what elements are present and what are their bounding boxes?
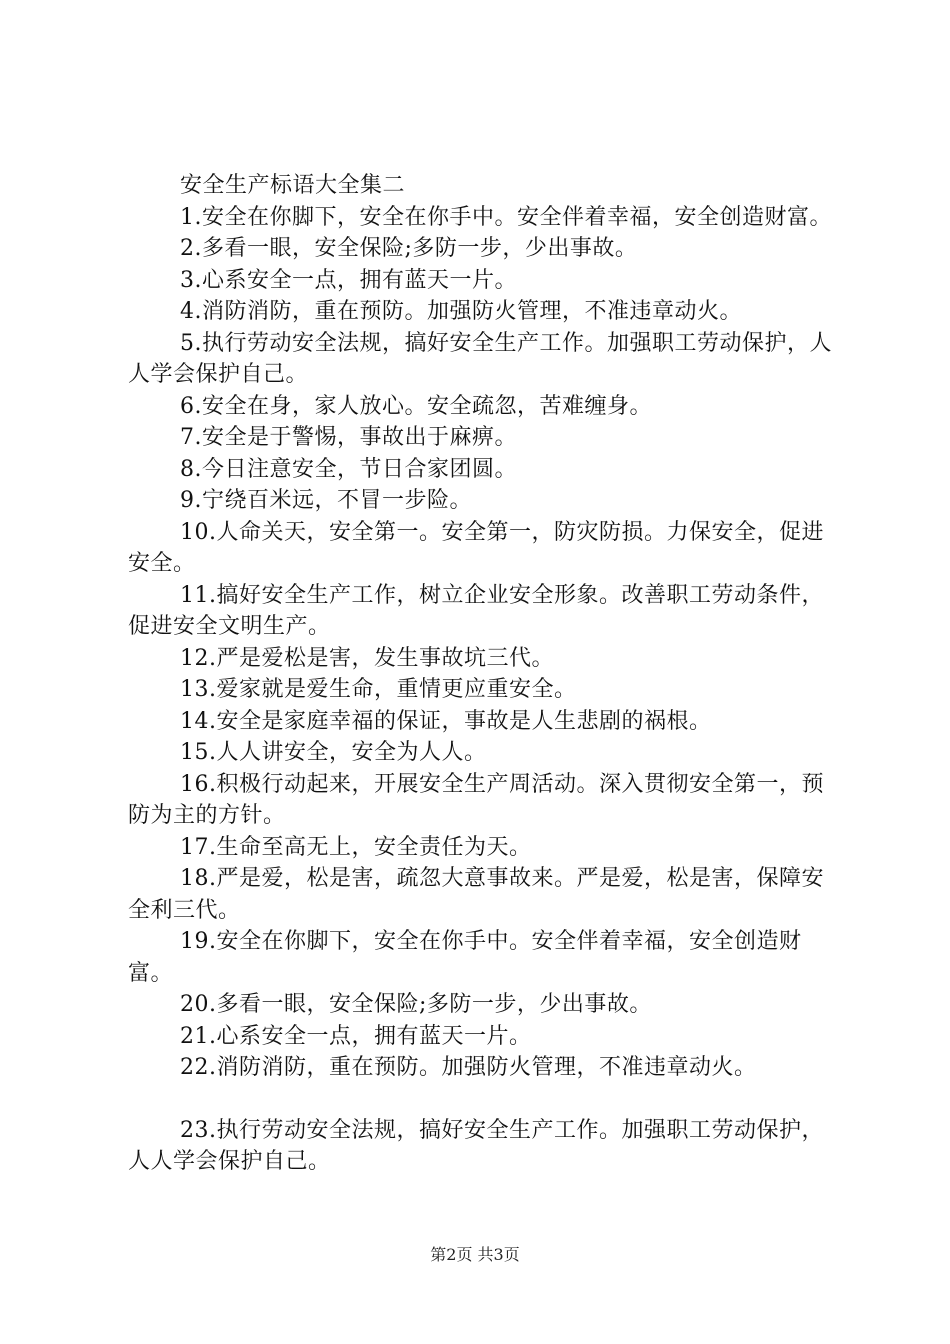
- slogan-item-22: 22.消防消防，重在预防。加强防火管理，不准违章动火。: [180, 1055, 757, 1080]
- slogan-item-21: 21.心系安全一点，拥有蓝天一片。: [180, 1023, 532, 1049]
- slogan-item-10: 10.人命关天，安全第一。安全第一，防灾防损。力保安全，促进安全。: [128, 519, 824, 576]
- slogan-item-4: 4.消防消防，重在预防。加强防火管理，不准违章动火。: [180, 299, 742, 324]
- slogan-item-8: 8.今日注意安全，节日合家团圆。: [180, 456, 517, 482]
- slogan-item-20: 20.多看一眼，安全保险;多防一步，少出事故。: [180, 992, 652, 1017]
- slogan-item-1: 1.安全在你脚下，安全在你手中。安全伴着幸福，安全创造财富。: [180, 204, 832, 230]
- document-body: [128, 170, 840, 1178]
- slogan-item-13: 13.爱家就是爱生命，重情更应重安全。: [180, 677, 577, 702]
- slogan-item-15: 15.人人讲安全，安全为人人。: [180, 740, 487, 765]
- slogan-item-18: 18.严是爱，松是害，疏忽大意事故来。严是爱，松是害，保障安全利三代。: [128, 866, 824, 923]
- slogan-item-12: 12.严是爱松是害，发生事故坑三代。: [180, 645, 554, 671]
- document-title: 安全生产标语大全集二: [180, 173, 406, 198]
- slogan-item-9: 9.宁绕百米远，不冒一步险。: [180, 488, 472, 513]
- slogan-item-5: 5.执行劳动安全法规，搞好安全生产工作。加强职工劳动保护，人人学会保护自己。: [128, 330, 832, 387]
- slogan-item-16: 16.积极行动起来，开展安全生产周活动。深入贯彻安全第一，预防为主的方针。: [128, 771, 824, 828]
- slogan-item-14: 14.安全是家庭幸福的保证，事故是人生悲剧的祸根。: [180, 708, 712, 734]
- slogan-item-2: 2.多看一眼，安全保险;多防一步，少出事故。: [180, 236, 638, 261]
- slogan-item-23: 23.执行劳动安全法规，搞好安全生产工作。加强职工劳动保护，人人学会保护自己。: [128, 1117, 824, 1174]
- slogan-item-3: 3.心系安全一点，拥有蓝天一片。: [180, 267, 517, 293]
- slogan-item-11: 11.搞好安全生产工作，树立企业安全形象。改善职工劳动条件，促进安全文明生产。: [128, 582, 824, 639]
- slogan-item-19: 19.安全在你脚下，安全在你手中。安全伴着幸福，安全创造财富。: [128, 929, 802, 986]
- page-number-footer: 第2页 共3页: [430, 1245, 520, 1264]
- slogan-item-7: 7.安全是于警惕，事故出于麻痹。: [180, 425, 517, 450]
- slogan-item-17: 17.生命至高无上，安全责任为天。: [180, 834, 532, 860]
- slogan-item-6: 6.安全在身，家人放心。安全疏忽，苦难缠身。: [180, 393, 652, 419]
